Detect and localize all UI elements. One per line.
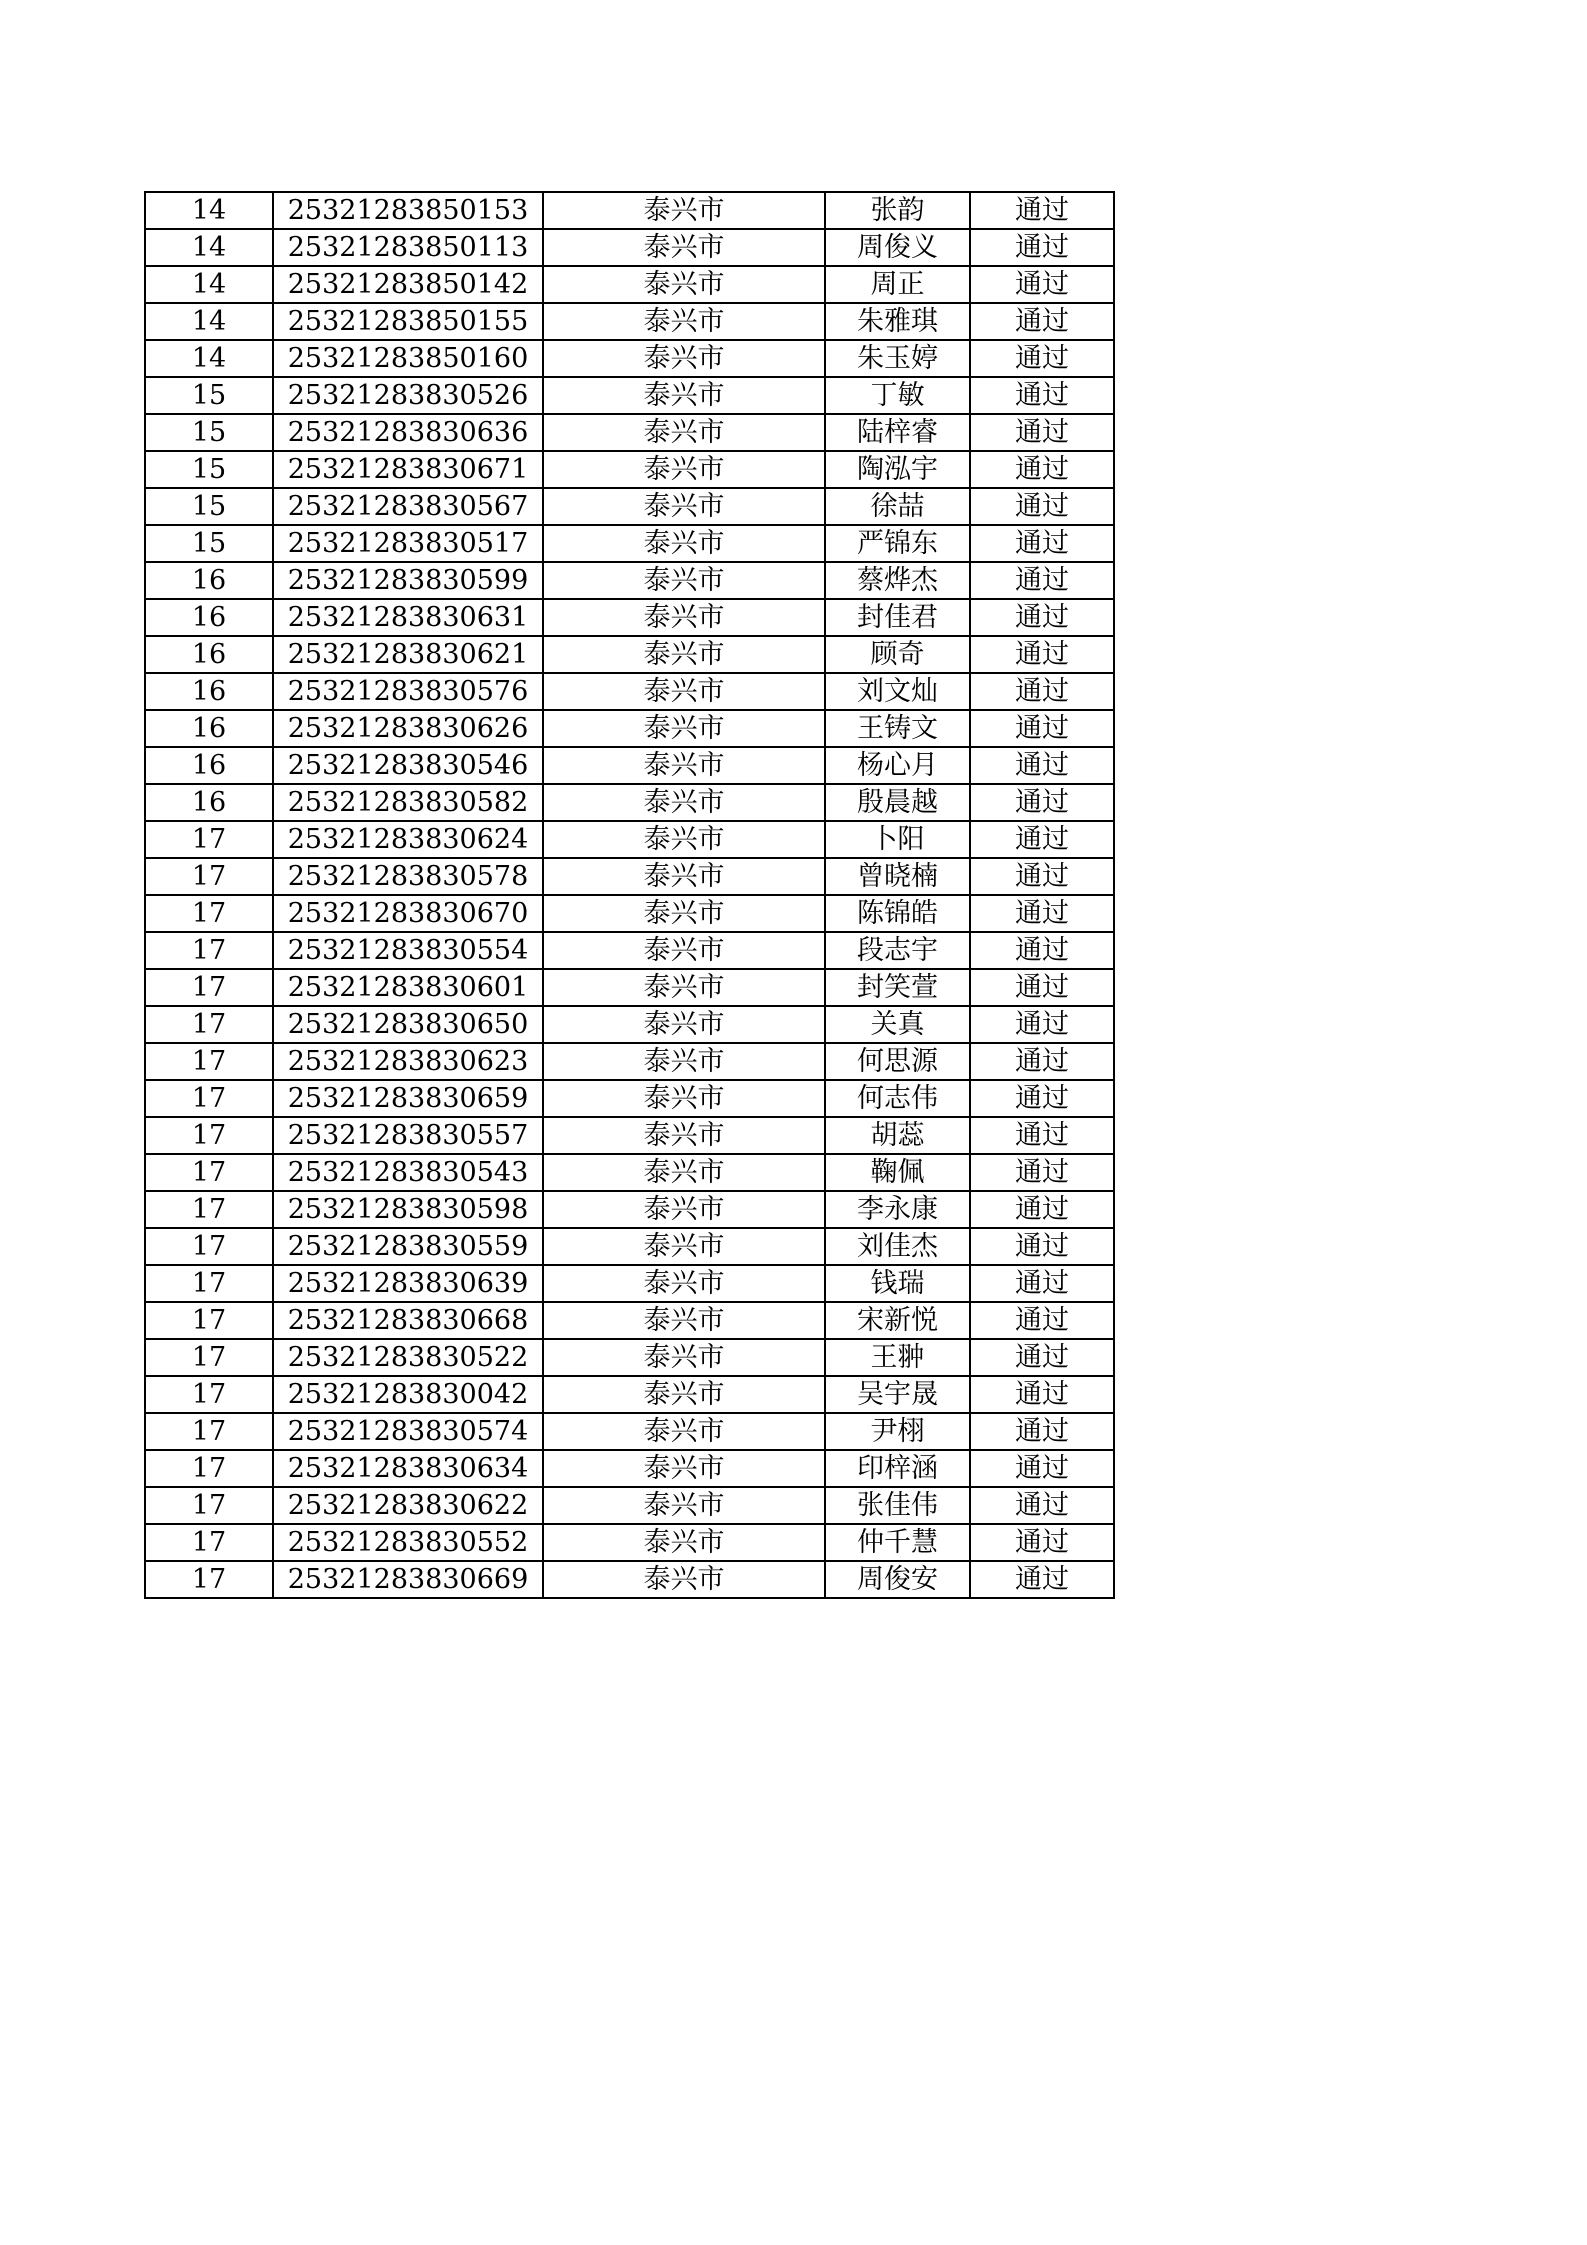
table-row: [145, 599, 1114, 636]
name-cell: 陶泓宇: [825, 451, 970, 488]
table-row: [145, 821, 1114, 858]
group-number-cell: 15: [145, 414, 273, 451]
group-number-cell: 16: [145, 673, 273, 710]
city-cell: 泰兴市: [543, 1080, 825, 1117]
exam-id-cell: 25321283830621: [273, 636, 543, 673]
table-row: [145, 747, 1114, 784]
result-cell: 通过: [970, 1302, 1114, 1339]
city-cell: 泰兴市: [543, 858, 825, 895]
table-row: [145, 1265, 1114, 1302]
exam-id-cell: 25321283830650: [273, 1006, 543, 1043]
result-cell: 通过: [970, 414, 1114, 451]
city-cell: 泰兴市: [543, 303, 825, 340]
name-cell: 陆梓睿: [825, 414, 970, 451]
table-row: [145, 1191, 1114, 1228]
exam-id-cell: 25321283830626: [273, 710, 543, 747]
group-number-cell: 17: [145, 1413, 273, 1450]
exam-id-cell: 25321283850160: [273, 340, 543, 377]
name-cell: 何志伟: [825, 1080, 970, 1117]
city-cell: 泰兴市: [543, 1561, 825, 1598]
group-number-cell: 17: [145, 1339, 273, 1376]
table-row: [145, 784, 1114, 821]
result-cell: 通过: [970, 784, 1114, 821]
table-row: [145, 1561, 1114, 1598]
city-cell: 泰兴市: [543, 1228, 825, 1265]
exam-id-cell: 25321283830622: [273, 1487, 543, 1524]
group-number-cell: 17: [145, 1043, 273, 1080]
table-row: [145, 1228, 1114, 1265]
group-number-cell: 17: [145, 1228, 273, 1265]
group-number-cell: 16: [145, 784, 273, 821]
table-row: [145, 340, 1114, 377]
city-cell: 泰兴市: [543, 1265, 825, 1302]
group-number-cell: 17: [145, 858, 273, 895]
group-number-cell: 16: [145, 747, 273, 784]
exam-id-cell: 25321283830623: [273, 1043, 543, 1080]
result-cell: 通过: [970, 895, 1114, 932]
city-cell: 泰兴市: [543, 1450, 825, 1487]
result-cell: 通过: [970, 192, 1114, 229]
exam-id-cell: 25321283830639: [273, 1265, 543, 1302]
name-cell: 陈锦皓: [825, 895, 970, 932]
exam-id-cell: 25321283830659: [273, 1080, 543, 1117]
result-cell: 通过: [970, 1450, 1114, 1487]
city-cell: 泰兴市: [543, 821, 825, 858]
result-cell: 通过: [970, 488, 1114, 525]
group-number-cell: 15: [145, 377, 273, 414]
name-cell: 顾奇: [825, 636, 970, 673]
exam-id-cell: 25321283830599: [273, 562, 543, 599]
name-cell: 卜阳: [825, 821, 970, 858]
exam-id-cell: 25321283830668: [273, 1302, 543, 1339]
city-cell: 泰兴市: [543, 1339, 825, 1376]
exam-id-cell: 25321283850142: [273, 266, 543, 303]
group-number-cell: 16: [145, 599, 273, 636]
city-cell: 泰兴市: [543, 1376, 825, 1413]
result-cell: 通过: [970, 1339, 1114, 1376]
group-number-cell: 17: [145, 1524, 273, 1561]
result-cell: 通过: [970, 636, 1114, 673]
group-number-cell: 17: [145, 821, 273, 858]
exam-id-cell: 25321283830517: [273, 525, 543, 562]
name-cell: 严锦东: [825, 525, 970, 562]
group-number-cell: 17: [145, 1080, 273, 1117]
group-number-cell: 17: [145, 1117, 273, 1154]
city-cell: 泰兴市: [543, 229, 825, 266]
city-cell: 泰兴市: [543, 377, 825, 414]
result-cell: 通过: [970, 377, 1114, 414]
result-cell: 通过: [970, 266, 1114, 303]
group-number-cell: 14: [145, 340, 273, 377]
name-cell: 曾晓楠: [825, 858, 970, 895]
table-row: [145, 488, 1114, 525]
exam-id-cell: 25321283830576: [273, 673, 543, 710]
exam-id-cell: 25321283830042: [273, 1376, 543, 1413]
city-cell: 泰兴市: [543, 636, 825, 673]
city-cell: 泰兴市: [543, 1006, 825, 1043]
result-cell: 通过: [970, 821, 1114, 858]
name-cell: 封佳君: [825, 599, 970, 636]
city-cell: 泰兴市: [543, 1302, 825, 1339]
city-cell: 泰兴市: [543, 1043, 825, 1080]
group-number-cell: 14: [145, 229, 273, 266]
exam-id-cell: 25321283850153: [273, 192, 543, 229]
result-cell: 通过: [970, 599, 1114, 636]
exam-id-cell: 25321283830543: [273, 1154, 543, 1191]
name-cell: 尹栩: [825, 1413, 970, 1450]
table-row: [145, 1006, 1114, 1043]
group-number-cell: 15: [145, 488, 273, 525]
city-cell: 泰兴市: [543, 747, 825, 784]
name-cell: 胡蕊: [825, 1117, 970, 1154]
table-row: [145, 414, 1114, 451]
result-cell: 通过: [970, 1043, 1114, 1080]
exam-id-cell: 25321283830526: [273, 377, 543, 414]
group-number-cell: 17: [145, 1487, 273, 1524]
result-cell: 通过: [970, 710, 1114, 747]
exam-id-cell: 25321283830631: [273, 599, 543, 636]
result-cell: 通过: [970, 1228, 1114, 1265]
result-cell: 通过: [970, 858, 1114, 895]
results-table: [144, 191, 1115, 1599]
table-row: [145, 969, 1114, 1006]
result-cell: 通过: [970, 673, 1114, 710]
name-cell: 张佳伟: [825, 1487, 970, 1524]
city-cell: 泰兴市: [543, 1154, 825, 1191]
table-row: [145, 451, 1114, 488]
name-cell: 周正: [825, 266, 970, 303]
group-number-cell: 17: [145, 1191, 273, 1228]
name-cell: 朱雅琪: [825, 303, 970, 340]
name-cell: 蔡烨杰: [825, 562, 970, 599]
exam-id-cell: 25321283830552: [273, 1524, 543, 1561]
city-cell: 泰兴市: [543, 1487, 825, 1524]
result-cell: 通过: [970, 562, 1114, 599]
name-cell: 周俊义: [825, 229, 970, 266]
name-cell: 关真: [825, 1006, 970, 1043]
table-row: [145, 895, 1114, 932]
table-row: [145, 1080, 1114, 1117]
group-number-cell: 16: [145, 562, 273, 599]
exam-id-cell: 25321283850113: [273, 229, 543, 266]
city-cell: 泰兴市: [543, 192, 825, 229]
result-cell: 通过: [970, 932, 1114, 969]
result-cell: 通过: [970, 1561, 1114, 1598]
city-cell: 泰兴市: [543, 895, 825, 932]
result-cell: 通过: [970, 525, 1114, 562]
city-cell: 泰兴市: [543, 414, 825, 451]
exam-id-cell: 25321283830636: [273, 414, 543, 451]
name-cell: 钱瑞: [825, 1265, 970, 1302]
result-cell: 通过: [970, 1487, 1114, 1524]
result-cell: 通过: [970, 1006, 1114, 1043]
table-row: [145, 1302, 1114, 1339]
name-cell: 周俊安: [825, 1561, 970, 1598]
city-cell: 泰兴市: [543, 340, 825, 377]
group-number-cell: 17: [145, 1265, 273, 1302]
result-cell: 通过: [970, 747, 1114, 784]
exam-id-cell: 25321283830567: [273, 488, 543, 525]
group-number-cell: 17: [145, 1450, 273, 1487]
result-cell: 通过: [970, 229, 1114, 266]
result-cell: 通过: [970, 1413, 1114, 1450]
city-cell: 泰兴市: [543, 784, 825, 821]
group-number-cell: 17: [145, 1006, 273, 1043]
group-number-cell: 14: [145, 303, 273, 340]
name-cell: 刘文灿: [825, 673, 970, 710]
result-cell: 通过: [970, 1265, 1114, 1302]
name-cell: 杨心月: [825, 747, 970, 784]
city-cell: 泰兴市: [543, 1117, 825, 1154]
group-number-cell: 14: [145, 192, 273, 229]
city-cell: 泰兴市: [543, 932, 825, 969]
exam-id-cell: 25321283830522: [273, 1339, 543, 1376]
city-cell: 泰兴市: [543, 1413, 825, 1450]
table-row: [145, 303, 1114, 340]
group-number-cell: 15: [145, 525, 273, 562]
exam-id-cell: 25321283830634: [273, 1450, 543, 1487]
exam-id-cell: 25321283830669: [273, 1561, 543, 1598]
table-row: [145, 377, 1114, 414]
table-row: [145, 710, 1114, 747]
table-row: [145, 1524, 1114, 1561]
group-number-cell: 17: [145, 932, 273, 969]
table-row: [145, 192, 1114, 229]
result-cell: 通过: [970, 1191, 1114, 1228]
city-cell: 泰兴市: [543, 525, 825, 562]
table-row: [145, 1376, 1114, 1413]
table-row: [145, 1043, 1114, 1080]
result-cell: 通过: [970, 969, 1114, 1006]
name-cell: 宋新悦: [825, 1302, 970, 1339]
table-row: [145, 562, 1114, 599]
result-cell: 通过: [970, 1376, 1114, 1413]
exam-id-cell: 25321283850155: [273, 303, 543, 340]
table-row: [145, 1450, 1114, 1487]
exam-id-cell: 25321283830624: [273, 821, 543, 858]
city-cell: 泰兴市: [543, 451, 825, 488]
result-cell: 通过: [970, 451, 1114, 488]
table-row: [145, 858, 1114, 895]
group-number-cell: 17: [145, 895, 273, 932]
table-row: [145, 1413, 1114, 1450]
result-cell: 通过: [970, 1154, 1114, 1191]
name-cell: 张韵: [825, 192, 970, 229]
name-cell: 印梓涵: [825, 1450, 970, 1487]
group-number-cell: 17: [145, 1302, 273, 1339]
table-row: [145, 525, 1114, 562]
result-cell: 通过: [970, 1524, 1114, 1561]
exam-id-cell: 25321283830559: [273, 1228, 543, 1265]
table-row: [145, 1117, 1114, 1154]
name-cell: 徐喆: [825, 488, 970, 525]
exam-id-cell: 25321283830670: [273, 895, 543, 932]
table-row: [145, 266, 1114, 303]
name-cell: 封笑萱: [825, 969, 970, 1006]
exam-id-cell: 25321283830671: [273, 451, 543, 488]
name-cell: 丁敏: [825, 377, 970, 414]
name-cell: 王翀: [825, 1339, 970, 1376]
name-cell: 鞠佩: [825, 1154, 970, 1191]
group-number-cell: 17: [145, 1154, 273, 1191]
exam-id-cell: 25321283830546: [273, 747, 543, 784]
group-number-cell: 16: [145, 636, 273, 673]
table-row: [145, 636, 1114, 673]
name-cell: 何思源: [825, 1043, 970, 1080]
city-cell: 泰兴市: [543, 710, 825, 747]
name-cell: 朱玉婷: [825, 340, 970, 377]
group-number-cell: 15: [145, 451, 273, 488]
exam-id-cell: 25321283830598: [273, 1191, 543, 1228]
table-row: [145, 1339, 1114, 1376]
results-table-body: [145, 192, 1114, 1598]
exam-id-cell: 25321283830574: [273, 1413, 543, 1450]
city-cell: 泰兴市: [543, 673, 825, 710]
result-cell: 通过: [970, 340, 1114, 377]
table-row: [145, 1487, 1114, 1524]
name-cell: 殷晨越: [825, 784, 970, 821]
exam-id-cell: 25321283830601: [273, 969, 543, 1006]
result-cell: 通过: [970, 1080, 1114, 1117]
result-cell: 通过: [970, 303, 1114, 340]
city-cell: 泰兴市: [543, 969, 825, 1006]
exam-id-cell: 25321283830557: [273, 1117, 543, 1154]
name-cell: 刘佳杰: [825, 1228, 970, 1265]
name-cell: 王铸文: [825, 710, 970, 747]
table-row: [145, 673, 1114, 710]
group-number-cell: 17: [145, 1376, 273, 1413]
table-row: [145, 229, 1114, 266]
city-cell: 泰兴市: [543, 562, 825, 599]
table-row: [145, 932, 1114, 969]
name-cell: 吴宇晟: [825, 1376, 970, 1413]
exam-id-cell: 25321283830578: [273, 858, 543, 895]
city-cell: 泰兴市: [543, 1524, 825, 1561]
city-cell: 泰兴市: [543, 488, 825, 525]
group-number-cell: 14: [145, 266, 273, 303]
city-cell: 泰兴市: [543, 266, 825, 303]
exam-id-cell: 25321283830554: [273, 932, 543, 969]
group-number-cell: 16: [145, 710, 273, 747]
city-cell: 泰兴市: [543, 599, 825, 636]
group-number-cell: 17: [145, 969, 273, 1006]
name-cell: 段志宇: [825, 932, 970, 969]
name-cell: 李永康: [825, 1191, 970, 1228]
table-row: [145, 1154, 1114, 1191]
result-cell: 通过: [970, 1117, 1114, 1154]
exam-id-cell: 25321283830582: [273, 784, 543, 821]
city-cell: 泰兴市: [543, 1191, 825, 1228]
group-number-cell: 17: [145, 1561, 273, 1598]
name-cell: 仲千慧: [825, 1524, 970, 1561]
